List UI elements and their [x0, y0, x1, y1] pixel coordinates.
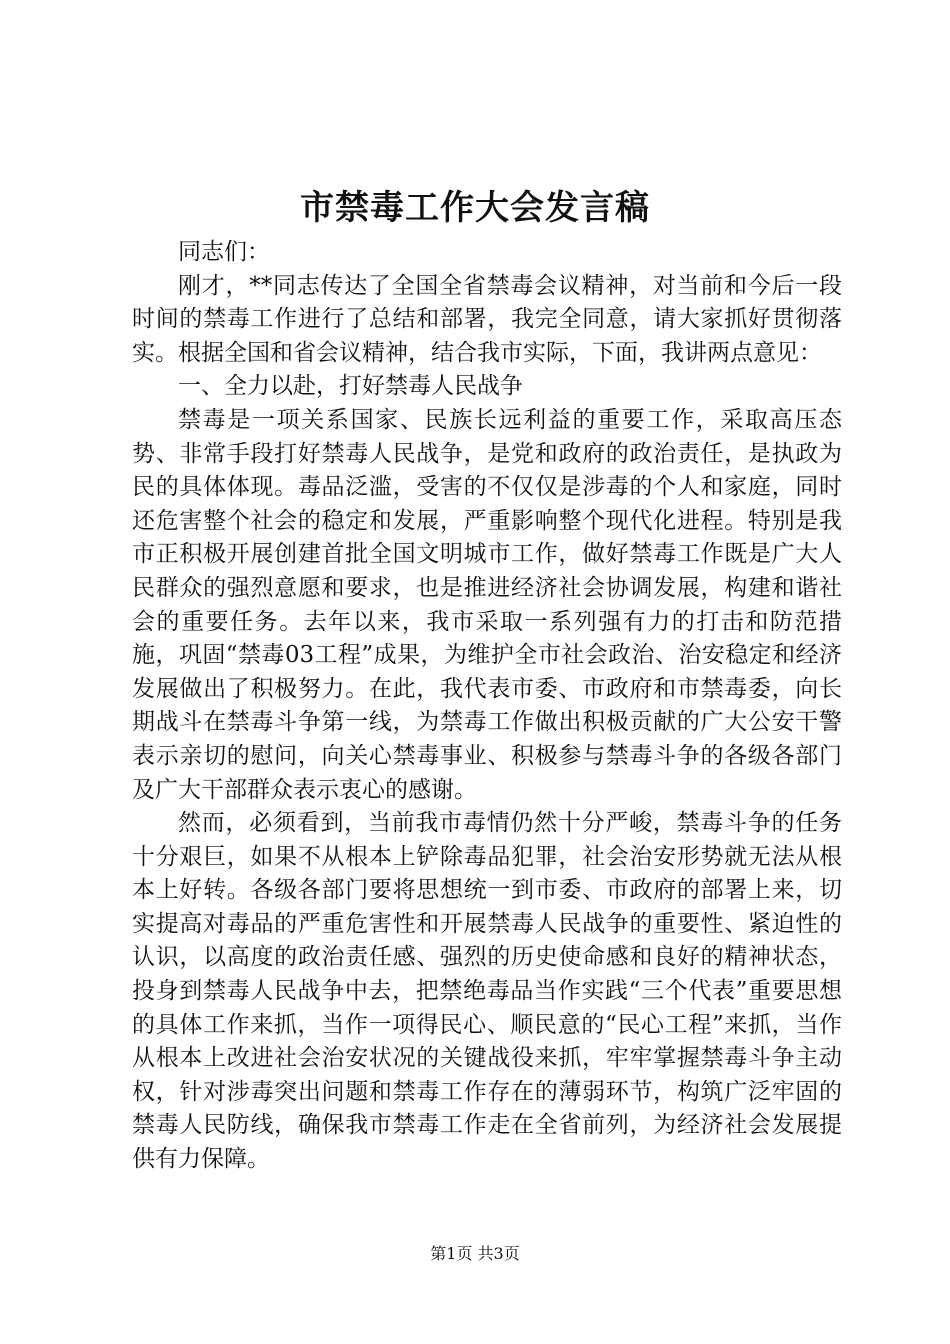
document-title: 市禁毒工作大会发言稿 [300, 188, 650, 228]
document-body [132, 236, 842, 1177]
body-paragraph: 禁毒是一项关系国家、民族长远利益的重要工作，采取高压态势、非常手段打好禁毒人民战争，是党和政府的政治责任，是执政为民的具体体现。毒品泛滥，受害的不仅仅是涉毒的个人和家庭，同时还危害整个社会的稳定和发展，严重影响整个现代化进程。特别是我市正积极开展创建首批全国文明城市工作，做好禁毒工作既是广大人民群众的强烈意愿和要求，也是推进经济社会协调发展，构建和谐社会的重要任务。去年以来，我市采取一系列强有力的打击和防范措施，巩固“禁毒03工程”成果，为维护全市社会政治、治安稳定和经济发展做出了积极努力。在此，我代表市委、市政府和市禁毒委，向长期战斗在禁毒斗争第一线，为禁毒工作做出积极贡献的广大公安干警表示亲切的慰问，向关心禁毒事业、积极参与禁毒斗争的各级各部门及广大干部群众表示衷心的感谢。 [132, 406, 842, 803]
page-number-footer: 第1页 共3页 [430, 1244, 520, 1263]
salutation-paragraph: 同志们： [178, 239, 270, 265]
intro-paragraph: 刚才，**同志传达了全国全省禁毒会议精神，对当前和今后一段时间的禁毒工作进行了总结和部署，我完全同意，请大家抓好贯彻落实。根据全国和省会议精神，结合我市实际，下面，我讲两点意见： [132, 272, 842, 366]
section-heading: 一、全力以赴，打好禁毒人民战争 [178, 373, 523, 400]
body-paragraph: 然而，必须看到，当前我市毒情仍然十分严峻，禁毒斗争的任务十分艰巨，如果不从根本上铲除毒品犯罪，社会治安形势就无法从根本上好转。各级各部门要将思想统一到市委、市政府的部署上来，切实提高对毒品的严重危害性和开展禁毒人民战争的重要性、紧迫性的认识，以高度的政治责任感、强烈的历史使命感和良好的精神状态，投身到禁毒人民战争中去，把禁绝毒品当作实践“三个代表”重要思想的具体工作来抓，当作一项得民心、顺民意的“民心工程”来抓，当作从根本上改进社会治安状况的关键战役来抓，牢牢掌握禁毒斗争主动权，针对涉毒突出问题和禁毒工作存在的薄弱环节，构筑广泛牢固的禁毒人民防线，确保我市禁毒工作走在全省前列，为经济社会发展提供有力保障。 [132, 810, 842, 1173]
